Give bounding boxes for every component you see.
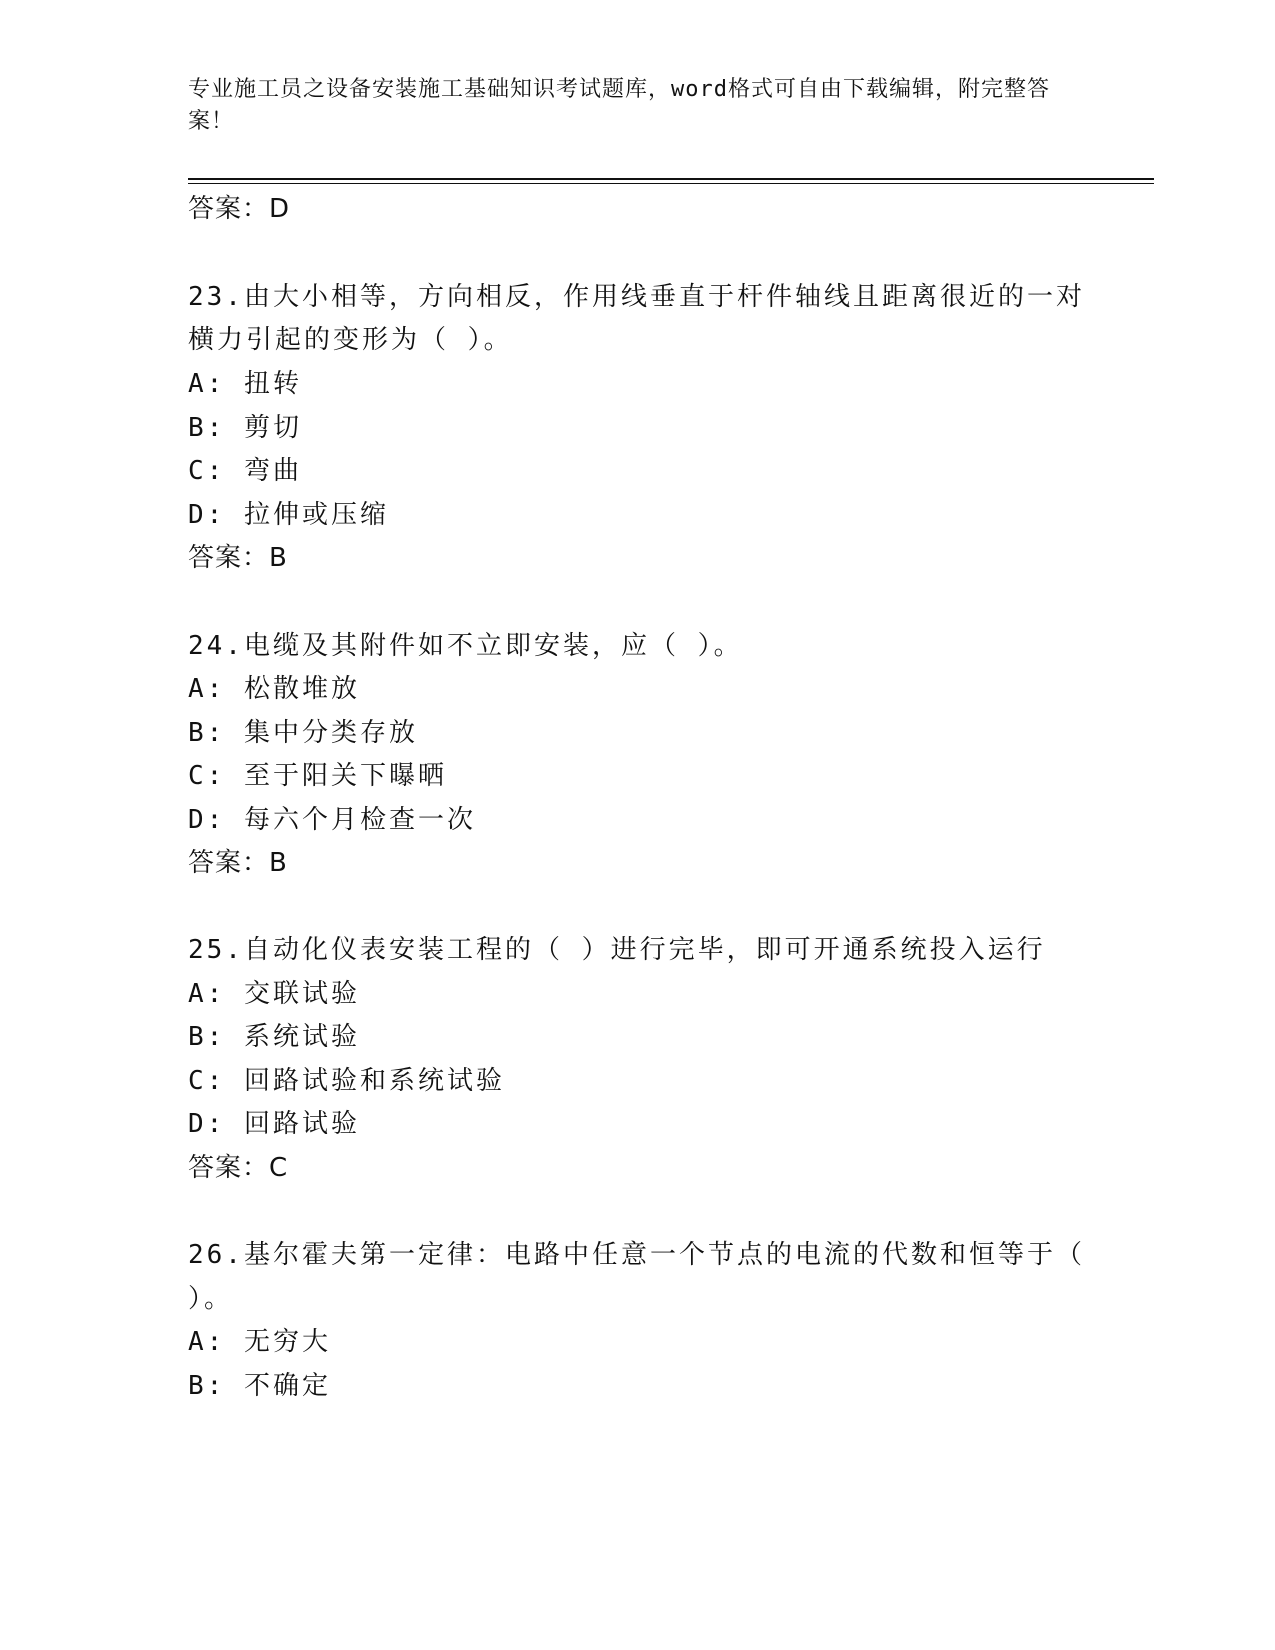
question-23-option-c: C: 弯曲 [188, 456, 302, 486]
question-26-option-b: B: 不确定 [188, 1371, 331, 1401]
question-26-stem-line-1: 26.基尔霍夫第一定律：电路中任意一个节点的电流的代数和恒等于（ [188, 1240, 1085, 1270]
question-23-stem-line-1: 23.由大小相等，方向相反，作用线垂直于杆件轴线且距离很近的一对 [188, 282, 1085, 312]
question-23-option-b: B: 剪切 [188, 413, 302, 443]
question-26-option-a: A: 无穷大 [188, 1327, 331, 1357]
question-26-stem-line-2: ）。 [188, 1284, 234, 1314]
question-24-option-d: D: 每六个月检查一次 [188, 805, 476, 835]
question-23-stem-line-2: 横力引起的变形为（ ）。 [188, 325, 513, 355]
question-24-option-a: A: 松散堆放 [188, 674, 360, 704]
header-rule [188, 178, 1154, 180]
header-rule-thin [188, 183, 1154, 184]
question-24-answer: 答案：B [188, 848, 288, 878]
question-23-answer: 答案：B [188, 543, 288, 573]
question-25-option-b: B: 系统试验 [188, 1022, 360, 1052]
question-25-option-a: A: 交联试验 [188, 979, 360, 1009]
question-24-option-b: B: 集中分类存放 [188, 718, 418, 748]
question-23-option-a: A: 扭转 [188, 369, 302, 399]
question-25-option-d: D: 回路试验 [188, 1109, 360, 1139]
answer-prev: 答案：D [188, 194, 291, 224]
question-24-option-c: C: 至于阳关下曝晒 [188, 761, 447, 791]
question-25-answer: 答案：C [188, 1153, 289, 1183]
question-25-stem-line-1: 25.自动化仪表安装工程的（ ）进行完毕，即可开通系统投入运行 [188, 935, 1046, 965]
question-25-option-c: C: 回路试验和系统试验 [188, 1066, 505, 1096]
document-header: 专业施工员之设备安装施工基础知识考试题库，word格式可自由下载编辑，附完整答案！ [188, 77, 1050, 134]
question-24-stem-line-1: 24.电缆及其附件如不立即安装，应（ ）。 [188, 631, 743, 661]
question-23-option-d: D: 拉伸或压缩 [188, 500, 389, 530]
